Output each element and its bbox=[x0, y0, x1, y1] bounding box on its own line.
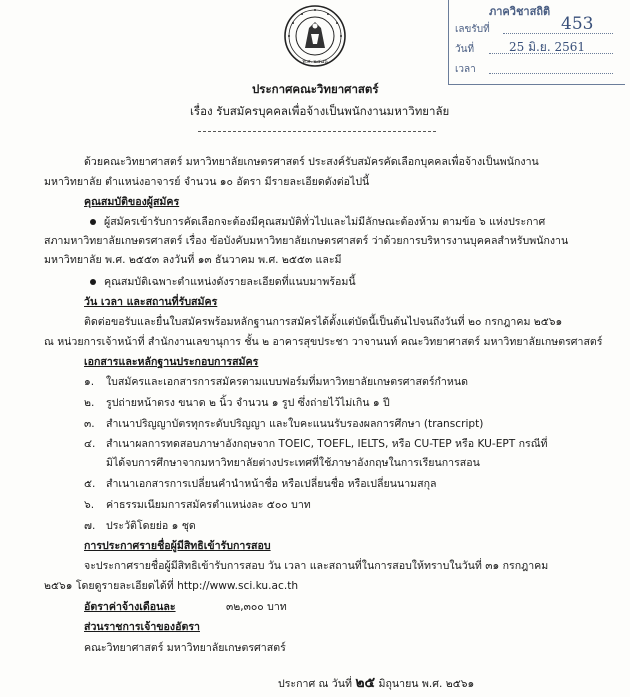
qualification-bullet-2-text: คุณสมบัติเฉพาะตำแหน่งดังรายละเอียดที่แนบมาพร้อมนี้ bbox=[104, 276, 356, 288]
document-item-text: สำเนาผลการทดสอบภาษาอังกฤษจาก TOEIC, TOEFL, IELTS, หรือ CU-TEP หรือ KU-EPT กรณีที่ bbox=[106, 438, 548, 450]
announcement-line-2: ๒๕๖๑ โดยดูรายละเอียดได้ที่ http://www.sci.ku.ac.th bbox=[44, 580, 299, 592]
announcement-title: ประกาศคณะวิทยาศาสตร์ bbox=[252, 82, 379, 96]
bullet-icon bbox=[90, 279, 96, 285]
footer-suffix: มิถุนายน พ.ศ. ๒๕๖๑ bbox=[378, 678, 475, 690]
unit-text: คณะวิทยาศาสตร์ มหาวิทยาลัยเกษตรศาสตร์ bbox=[84, 642, 286, 654]
stamp-department: ภาควิชาสถิติ bbox=[489, 5, 551, 18]
qualifications-heading: คุณสมบัติของผู้สมัคร bbox=[84, 196, 180, 208]
header-divider bbox=[198, 131, 436, 132]
footer-date bbox=[278, 676, 474, 691]
qualification-bullet-1-text: ผู้สมัครเข้ารับการคัดเลือกจะต้องมีคุณสมบัติทั่วไปและไม่มีลักษณะต้องห้าม ตามข้อ ๖ แห่งประกาศ bbox=[104, 216, 546, 228]
application-line-1: ติดต่อขอรับและยื่นใบสมัครพร้อมหลักฐานการสมัครได้ตั้งแต่บัดนี้เป็นต้นไปจนถึงวันที่ ๒๐ กรกฎาคม ๒๕๖๑ bbox=[84, 316, 563, 328]
document-item-text: ใบสมัครและเอกสารการสมัครตามแบบฟอร์มที่มหาวิทยาลัยเกษตรศาสตร์กำหนด bbox=[106, 376, 468, 388]
bullet-icon bbox=[90, 219, 96, 225]
document-item bbox=[84, 396, 390, 410]
seal-caption: พ.ศ. ๒๔๘๖ bbox=[302, 59, 328, 65]
document-item-text: รูปถ่ายหน้าตรง ขนาด ๒ นิ้ว จำนวน ๑ รูป ซึ่งถ่ายไว้ไม่เกิน ๑ ปี bbox=[106, 397, 390, 409]
document-item bbox=[84, 375, 468, 389]
qualification-bullet-1-line-2: สภามหาวิทยาลัยเกษตรศาสตร์ เรื่อง ข้อบังคับมหาวิทยาลัยเกษตรศาสตร์ ว่าด้วยการบริหารงานบุคคลสำหรับพนักงาน bbox=[44, 235, 569, 247]
stamp-time-label: เวลา bbox=[455, 64, 476, 75]
document-item-number: ๓. bbox=[84, 418, 95, 430]
footer-day: ๒๕ bbox=[355, 675, 376, 691]
intro-line-2: มหาวิทยาลัย ตำแหน่งอาจารย์ จำนวน ๑๐ อัตรา มีรายละเอียดดังต่อไปนี้ bbox=[44, 176, 370, 188]
stamp-date-value: 25 มิ.ย. 2561 bbox=[509, 40, 586, 54]
document-item bbox=[84, 456, 480, 470]
qualification-bullet-1 bbox=[90, 215, 545, 229]
document-item-number: ๗. bbox=[84, 520, 96, 532]
received-stamp bbox=[448, 0, 625, 85]
document-item bbox=[84, 477, 437, 491]
document-item-number: ๑. bbox=[84, 376, 95, 388]
announcement-subject: เรื่อง รับสมัครบุคคลเพื่อจ้างเป็นพนักงานมหาวิทยาลัย bbox=[190, 104, 450, 118]
document-item-number: ๔. bbox=[84, 438, 96, 450]
salary-value: ๓๒,๓๐๐ บาท bbox=[226, 601, 287, 613]
announcement-heading: การประกาศรายชื่อผู้มีสิทธิเข้ารับการสอบ bbox=[84, 540, 271, 552]
document-item-number: ๖. bbox=[84, 499, 95, 511]
qualification-bullet-1-line-3: มหาวิทยาลัย พ.ศ. ๒๕๕๓ ลงวันที่ ๑๓ ธันวาคม พ.ศ. ๒๕๕๓ และมี bbox=[44, 254, 342, 266]
document-item bbox=[84, 437, 548, 451]
document-item bbox=[84, 417, 483, 431]
document-item-number: ๕. bbox=[84, 478, 96, 490]
documents-heading: เอกสารและหลักฐานประกอบการสมัคร bbox=[84, 356, 259, 368]
document-item-text: ประวัติโดยย่อ ๑ ชุด bbox=[106, 520, 196, 532]
document-item-text: มิได้จบการศึกษาจากมหาวิทยาลัยต่างประเทศที่ใช้ภาษาอังกฤษในการเรียนการสอน bbox=[106, 457, 480, 469]
document-item-text: สำเนาปริญญาบัตรทุกระดับปริญญา และใบคะแนนรับรองผลการศึกษา (transcript) bbox=[106, 418, 484, 430]
stamp-line bbox=[489, 73, 613, 74]
announcement-line-1: จะประกาศรายชื่อผู้มีสิทธิเข้ารับการสอบ วัน เวลา และสถานที่ในการสอบให้ทราบในวันที่ ๓๑ กรกฎาคม bbox=[84, 560, 549, 572]
application-heading: วัน เวลา และสถานที่รับสมัคร bbox=[84, 296, 218, 308]
document-item-number: ๒. bbox=[84, 397, 95, 409]
stamp-date-label: วันที่ bbox=[455, 44, 475, 55]
document-item bbox=[84, 519, 196, 533]
footer-prefix: ประกาศ ณ วันที่ bbox=[278, 678, 352, 690]
stamp-received-no-label: เลขรับที่ bbox=[455, 24, 490, 35]
unit-heading: ส่วนราชการเจ้าของอัตรา bbox=[84, 621, 200, 633]
stamp-line bbox=[503, 33, 613, 34]
document-item-text: สำเนาเอกสารการเปลี่ยนคำนำหน้าชื่อ หรือเปลี่ยนชื่อ หรือเปลี่ยนนามสกุล bbox=[106, 478, 437, 490]
application-line-2: ณ หน่วยการเจ้าหน้าที่ สำนักงานเลขานุการ ชั้น ๒ อาคารสุขประชา วาจานนท์ คณะวิทยาศาสตร์ มหาวิทยาลัยเกษตรศาสตร์ bbox=[44, 336, 603, 348]
salary-heading: อัตราค่าจ้างเดือนละ bbox=[84, 601, 176, 613]
stamp-received-no-value: 453 bbox=[561, 14, 594, 34]
qualification-bullet-2 bbox=[90, 275, 356, 289]
document-item-text: ค่าธรรมเนียมการสมัครตำแหน่งละ ๕๐๐ บาท bbox=[106, 499, 311, 511]
university-seal-icon bbox=[283, 4, 347, 68]
document-item bbox=[84, 498, 311, 512]
intro-line-1: ด้วยคณะวิทยาศาสตร์ มหาวิทยาลัยเกษตรศาสตร์ ประสงค์รับสมัครคัดเลือกบุคคลเพื่อจ้างเป็นพนักงาน bbox=[84, 156, 539, 168]
